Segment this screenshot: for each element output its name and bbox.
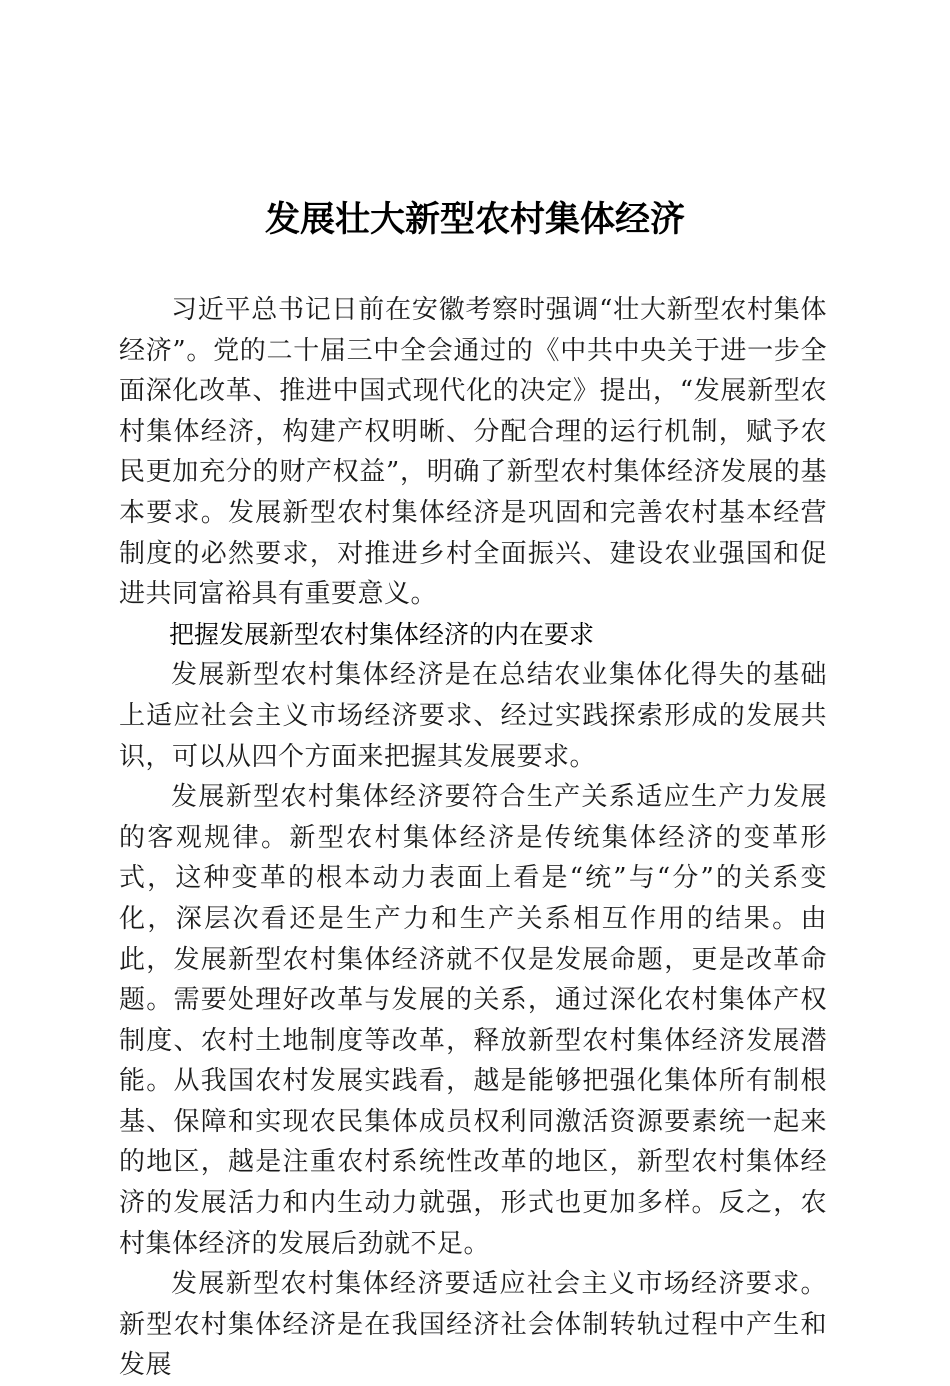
paragraph-intro: 习近平总书记日前在安徽考察时强调“壮大新型农村集体经济”。党的二十届三中全会通过的《中共中央关于进一步全面深化改革、推进中国式现代化的决定》提出，“发展新型农村集体经济，构建产权明晰、分配合理的运行机制，赋予农民更加充分的财产权益”，明确了新型农村集体经济发展的基本要求。发展新型农村集体经济是巩固和完善农村基本经营制度的必然要求，对推进乡村全面振兴、建设农业强国和促进共同富裕具有重要意义。 [119,295,827,610]
paragraph-overview: 发展新型农村集体经济是在总结农业集体化得失的基础上适应社会主义市场经济要求、经过实践探索形成的发展共识，可以从四个方面来把握其发展要求。 [119,660,827,772]
section-heading: 把握发展新型农村集体经济的内在要求 [169,619,595,649]
document-body [119,290,827,1386]
paragraph-productivity: 发展新型农村集体经济要符合生产关系适应生产力发展的客观规律。新型农村集体经济是传统集体经济的变革形式，这种变革的根本动力表面上看是“统”与“分”的关系变化，深层次看还是生产力和生产关系相互作用的结果。由此，发展新型农村集体经济就不仅是发展命题，更是改革命题。需要处理好改革与发展的关系，通过深化农村集体产权制度、农村土地制度等改革，释放新型农村集体经济发展潜能。从我国农村发展实践看，越是能够把强化集体所有制根基、保障和实现农民集体成员权利同激活资源要素统一起来的地区，越是注重农村系统性改革的地区，新型农村集体经济的发展活力和内生动力就强，形式也更加多样。反之，农村集体经济的发展后劲就不足。 [119,782,827,1259]
paragraph-market-economy: 发展新型农村集体经济要适应社会主义市场经济要求。新型农村集体经济是在我国经济社会体制转轨过程中产生和发展 [119,1269,827,1381]
document-title: 发展壮大新型农村集体经济 [264,199,685,240]
